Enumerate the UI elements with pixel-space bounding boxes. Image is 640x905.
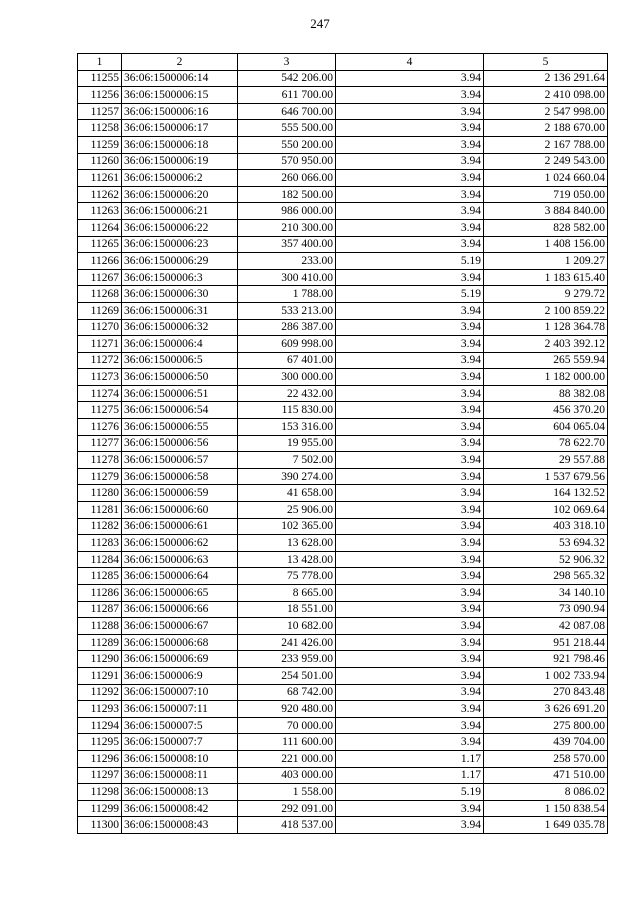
- row-number-cell: 11274: [78, 385, 122, 402]
- cadastral-number-cell: 36:06:1500006:18: [122, 136, 238, 153]
- total-cell: 2 547 998.00: [484, 103, 608, 120]
- cadastral-number-cell: 36:06:1500006:58: [122, 468, 238, 485]
- header-row: [78, 54, 608, 71]
- cadastral-number-cell: 36:06:1500006:23: [122, 236, 238, 253]
- table-row: [78, 618, 608, 635]
- row-number-cell: 11284: [78, 551, 122, 568]
- rate-cell: 3.94: [336, 684, 484, 701]
- total-cell: 471 510.00: [484, 767, 608, 784]
- row-number-cell: 11269: [78, 302, 122, 319]
- row-number-cell: 11279: [78, 468, 122, 485]
- rate-cell: 3.94: [336, 585, 484, 602]
- cadastral-number-cell: 36:06:1500006:62: [122, 535, 238, 552]
- table-row: [78, 518, 608, 535]
- row-number-cell: 11292: [78, 684, 122, 701]
- table-row: [78, 336, 608, 353]
- rate-cell: 1.17: [336, 767, 484, 784]
- cadastral-table: [77, 53, 608, 834]
- cadastral-number-cell: 36:06:1500006:59: [122, 485, 238, 502]
- row-number-cell: 11266: [78, 253, 122, 270]
- cadastral-number-cell: 36:06:1500006:5: [122, 352, 238, 369]
- rate-cell: 3.94: [336, 136, 484, 153]
- cadastral-number-cell: 36:06:1500008:11: [122, 767, 238, 784]
- row-number-cell: 11273: [78, 369, 122, 386]
- cadastral-number-cell: 36:06:1500006:15: [122, 87, 238, 104]
- cadastral-number-cell: 36:06:1500006:32: [122, 319, 238, 336]
- row-number-cell: 11267: [78, 269, 122, 286]
- row-number-cell: 11259: [78, 136, 122, 153]
- cadastral-number-cell: 36:06:1500006:67: [122, 618, 238, 635]
- rate-cell: 3.94: [336, 402, 484, 419]
- total-cell: 3 626 691.20: [484, 701, 608, 718]
- table-row: [78, 219, 608, 236]
- table-row: [78, 734, 608, 751]
- cadastral-number-cell: 36:06:1500006:4: [122, 336, 238, 353]
- rate-cell: 3.94: [336, 302, 484, 319]
- value-cell: 233.00: [238, 253, 336, 270]
- value-cell: 555 500.00: [238, 120, 336, 137]
- value-cell: 542 206.00: [238, 70, 336, 87]
- row-number-cell: 11280: [78, 485, 122, 502]
- rate-cell: 3.94: [336, 502, 484, 519]
- table-row: [78, 385, 608, 402]
- total-cell: 258 570.00: [484, 750, 608, 767]
- table-row: [78, 269, 608, 286]
- cadastral-number-cell: 36:06:1500006:50: [122, 369, 238, 386]
- value-cell: 1 558.00: [238, 784, 336, 801]
- value-cell: 1 788.00: [238, 286, 336, 303]
- value-cell: 550 200.00: [238, 136, 336, 153]
- row-number-cell: 11270: [78, 319, 122, 336]
- total-cell: 53 694.32: [484, 535, 608, 552]
- value-cell: 241 426.00: [238, 634, 336, 651]
- rate-cell: 1.17: [336, 750, 484, 767]
- value-cell: 260 066.00: [238, 170, 336, 187]
- cadastral-number-cell: 36:06:1500006:54: [122, 402, 238, 419]
- table-row: [78, 551, 608, 568]
- table-row: [78, 717, 608, 734]
- cadastral-number-cell: 36:06:1500006:20: [122, 186, 238, 203]
- value-cell: 22 432.00: [238, 385, 336, 402]
- cadastral-number-cell: 36:06:1500008:42: [122, 800, 238, 817]
- rate-cell: 3.94: [336, 186, 484, 203]
- total-cell: 2 136 291.64: [484, 70, 608, 87]
- cadastral-number-cell: 36:06:1500006:14: [122, 70, 238, 87]
- row-number-cell: 11258: [78, 120, 122, 137]
- row-number-cell: 11256: [78, 87, 122, 104]
- rate-cell: 5.19: [336, 784, 484, 801]
- cadastral-number-cell: 36:06:1500006:2: [122, 170, 238, 187]
- column-header-1: 1: [78, 54, 122, 71]
- total-cell: 1 024 660.04: [484, 170, 608, 187]
- table-row: [78, 402, 608, 419]
- total-cell: 102 069.64: [484, 502, 608, 519]
- value-cell: 13 428.00: [238, 551, 336, 568]
- total-cell: 88 382.08: [484, 385, 608, 402]
- rate-cell: 3.94: [336, 70, 484, 87]
- rate-cell: 3.94: [336, 601, 484, 618]
- value-cell: 41 658.00: [238, 485, 336, 502]
- total-cell: 403 318.10: [484, 518, 608, 535]
- cadastral-number-cell: 36:06:1500006:66: [122, 601, 238, 618]
- table-row: [78, 319, 608, 336]
- value-cell: 646 700.00: [238, 103, 336, 120]
- rate-cell: 5.19: [336, 253, 484, 270]
- table-row: [78, 170, 608, 187]
- total-cell: 164 132.52: [484, 485, 608, 502]
- table-row: [78, 120, 608, 137]
- total-cell: 3 884 840.00: [484, 203, 608, 220]
- rate-cell: 3.94: [336, 452, 484, 469]
- total-cell: 1 128 364.78: [484, 319, 608, 336]
- value-cell: 609 998.00: [238, 336, 336, 353]
- total-cell: 604 065.04: [484, 419, 608, 436]
- cadastral-number-cell: 36:06:1500006:63: [122, 551, 238, 568]
- row-number-cell: 11260: [78, 153, 122, 170]
- row-number-cell: 11282: [78, 518, 122, 535]
- rate-cell: 3.94: [336, 352, 484, 369]
- rate-cell: 3.94: [336, 203, 484, 220]
- table-row: [78, 70, 608, 87]
- table-row: [78, 485, 608, 502]
- total-cell: 275 800.00: [484, 717, 608, 734]
- total-cell: 298 565.32: [484, 568, 608, 585]
- page-number: 247: [310, 16, 330, 31]
- row-number-cell: 11288: [78, 618, 122, 635]
- table-row: [78, 767, 608, 784]
- cadastral-number-cell: 36:06:1500007:5: [122, 717, 238, 734]
- table-row: [78, 452, 608, 469]
- rate-cell: 3.94: [336, 87, 484, 104]
- table-row: [78, 136, 608, 153]
- rate-cell: 3.94: [336, 717, 484, 734]
- row-number-cell: 11286: [78, 585, 122, 602]
- value-cell: 920 480.00: [238, 701, 336, 718]
- table-row: [78, 651, 608, 668]
- rate-cell: 3.94: [336, 385, 484, 402]
- row-number-cell: 11278: [78, 452, 122, 469]
- rate-cell: 3.94: [336, 535, 484, 552]
- table-header: [78, 54, 608, 71]
- total-cell: 2 167 788.00: [484, 136, 608, 153]
- cadastral-number-cell: 36:06:1500006:60: [122, 502, 238, 519]
- value-cell: 390 274.00: [238, 468, 336, 485]
- rate-cell: 3.94: [336, 518, 484, 535]
- table-row: [78, 419, 608, 436]
- row-number-cell: 11276: [78, 419, 122, 436]
- rate-cell: 3.94: [336, 701, 484, 718]
- total-cell: 2 410 098.00: [484, 87, 608, 104]
- column-header-5: 5: [484, 54, 608, 71]
- value-cell: 254 501.00: [238, 667, 336, 684]
- row-number-cell: 11293: [78, 701, 122, 718]
- rate-cell: 3.94: [336, 568, 484, 585]
- rate-cell: 3.94: [336, 551, 484, 568]
- value-cell: 8 665.00: [238, 585, 336, 602]
- table-row: [78, 667, 608, 684]
- cadastral-number-cell: 36:06:1500006:29: [122, 253, 238, 270]
- value-cell: 233 959.00: [238, 651, 336, 668]
- table-body: [78, 70, 608, 833]
- rate-cell: 3.94: [336, 634, 484, 651]
- rate-cell: 3.94: [336, 667, 484, 684]
- value-cell: 611 700.00: [238, 87, 336, 104]
- table-row: [78, 236, 608, 253]
- cadastral-number-cell: 36:06:1500007:10: [122, 684, 238, 701]
- value-cell: 533 213.00: [238, 302, 336, 319]
- row-number-cell: 11290: [78, 651, 122, 668]
- value-cell: 418 537.00: [238, 817, 336, 834]
- row-number-cell: 11285: [78, 568, 122, 585]
- table-row: [78, 103, 608, 120]
- row-number-cell: 11295: [78, 734, 122, 751]
- table-row: [78, 568, 608, 585]
- table-row: [78, 203, 608, 220]
- row-number-cell: 11277: [78, 435, 122, 452]
- rate-cell: 3.94: [336, 468, 484, 485]
- cadastral-number-cell: 36:06:1500006:57: [122, 452, 238, 469]
- cadastral-number-cell: 36:06:1500006:16: [122, 103, 238, 120]
- value-cell: 153 316.00: [238, 419, 336, 436]
- value-cell: 357 400.00: [238, 236, 336, 253]
- total-cell: 9 279.72: [484, 286, 608, 303]
- rate-cell: 3.94: [336, 369, 484, 386]
- table-row: [78, 286, 608, 303]
- total-cell: 73 090.94: [484, 601, 608, 618]
- table-row: [78, 87, 608, 104]
- cadastral-number-cell: 36:06:1500006:22: [122, 219, 238, 236]
- cadastral-number-cell: 36:06:1500006:21: [122, 203, 238, 220]
- value-cell: 210 300.00: [238, 219, 336, 236]
- rate-cell: 3.94: [336, 485, 484, 502]
- cadastral-number-cell: 36:06:1500006:61: [122, 518, 238, 535]
- total-cell: 52 906.32: [484, 551, 608, 568]
- row-number-cell: 11264: [78, 219, 122, 236]
- rate-cell: 3.94: [336, 236, 484, 253]
- rate-cell: 3.94: [336, 734, 484, 751]
- total-cell: 8 086.02: [484, 784, 608, 801]
- table-row: [78, 585, 608, 602]
- value-cell: 182 500.00: [238, 186, 336, 203]
- total-cell: 34 140.10: [484, 585, 608, 602]
- table-row: [78, 784, 608, 801]
- total-cell: 1 408 156.00: [484, 236, 608, 253]
- total-cell: 270 843.48: [484, 684, 608, 701]
- table-row: [78, 817, 608, 834]
- cadastral-number-cell: 36:06:1500006:17: [122, 120, 238, 137]
- value-cell: 221 000.00: [238, 750, 336, 767]
- table-row: [78, 435, 608, 452]
- row-number-cell: 11257: [78, 103, 122, 120]
- cadastral-number-cell: 36:06:1500006:64: [122, 568, 238, 585]
- total-cell: 2 249 543.00: [484, 153, 608, 170]
- total-cell: 265 559.94: [484, 352, 608, 369]
- rate-cell: 3.94: [336, 336, 484, 353]
- table-row: [78, 502, 608, 519]
- cadastral-number-cell: 36:06:1500006:31: [122, 302, 238, 319]
- value-cell: 25 906.00: [238, 502, 336, 519]
- table-row: [78, 750, 608, 767]
- row-number-cell: 11300: [78, 817, 122, 834]
- column-header-4: 4: [336, 54, 484, 71]
- total-cell: 1 150 838.54: [484, 800, 608, 817]
- rate-cell: 5.19: [336, 286, 484, 303]
- value-cell: 67 401.00: [238, 352, 336, 369]
- value-cell: 111 600.00: [238, 734, 336, 751]
- column-header-3: 3: [238, 54, 336, 71]
- cadastral-number-cell: 36:06:1500008:10: [122, 750, 238, 767]
- total-cell: 42 087.08: [484, 618, 608, 635]
- row-number-cell: 11262: [78, 186, 122, 203]
- table-row: [78, 701, 608, 718]
- total-cell: 456 370.20: [484, 402, 608, 419]
- rate-cell: 3.94: [336, 103, 484, 120]
- column-header-2: 2: [122, 54, 238, 71]
- value-cell: 75 778.00: [238, 568, 336, 585]
- value-cell: 986 000.00: [238, 203, 336, 220]
- table-row: [78, 684, 608, 701]
- rate-cell: 3.94: [336, 817, 484, 834]
- row-number-cell: 11298: [78, 784, 122, 801]
- rate-cell: 3.94: [336, 618, 484, 635]
- row-number-cell: 11299: [78, 800, 122, 817]
- total-cell: 1 002 733.94: [484, 667, 608, 684]
- total-cell: 2 100 859.22: [484, 302, 608, 319]
- total-cell: 29 557.88: [484, 452, 608, 469]
- total-cell: 1 537 679.56: [484, 468, 608, 485]
- rate-cell: 3.94: [336, 219, 484, 236]
- cadastral-number-cell: 36:06:1500006:9: [122, 667, 238, 684]
- row-number-cell: 11289: [78, 634, 122, 651]
- row-number-cell: 11271: [78, 336, 122, 353]
- value-cell: 300 000.00: [238, 369, 336, 386]
- value-cell: 7 502.00: [238, 452, 336, 469]
- cadastral-number-cell: 36:06:1500006:30: [122, 286, 238, 303]
- value-cell: 10 682.00: [238, 618, 336, 635]
- total-cell: 1 183 615.40: [484, 269, 608, 286]
- row-number-cell: 11261: [78, 170, 122, 187]
- value-cell: 115 830.00: [238, 402, 336, 419]
- table-row: [78, 468, 608, 485]
- value-cell: 300 410.00: [238, 269, 336, 286]
- total-cell: 439 704.00: [484, 734, 608, 751]
- rate-cell: 3.94: [336, 269, 484, 286]
- table-row: [78, 634, 608, 651]
- cadastral-number-cell: 36:06:1500008:43: [122, 817, 238, 834]
- value-cell: 570 950.00: [238, 153, 336, 170]
- value-cell: 102 365.00: [238, 518, 336, 535]
- cadastral-number-cell: 36:06:1500008:13: [122, 784, 238, 801]
- table-row: [78, 601, 608, 618]
- rate-cell: 3.94: [336, 319, 484, 336]
- table-row: [78, 153, 608, 170]
- total-cell: 828 582.00: [484, 219, 608, 236]
- rate-cell: 3.94: [336, 419, 484, 436]
- row-number-cell: 11272: [78, 352, 122, 369]
- value-cell: 292 091.00: [238, 800, 336, 817]
- value-cell: 68 742.00: [238, 684, 336, 701]
- rate-cell: 3.94: [336, 651, 484, 668]
- value-cell: 19 955.00: [238, 435, 336, 452]
- total-cell: 2 188 670.00: [484, 120, 608, 137]
- value-cell: 70 000.00: [238, 717, 336, 734]
- cadastral-number-cell: 36:06:1500006:68: [122, 634, 238, 651]
- cadastral-number-cell: 36:06:1500006:3: [122, 269, 238, 286]
- rate-cell: 3.94: [336, 153, 484, 170]
- total-cell: 1 182 000.00: [484, 369, 608, 386]
- row-number-cell: 11263: [78, 203, 122, 220]
- rate-cell: 3.94: [336, 120, 484, 137]
- total-cell: 921 798.46: [484, 651, 608, 668]
- row-number-cell: 11268: [78, 286, 122, 303]
- row-number-cell: 11294: [78, 717, 122, 734]
- value-cell: 18 551.00: [238, 601, 336, 618]
- cadastral-number-cell: 36:06:1500006:65: [122, 585, 238, 602]
- total-cell: 78 622.70: [484, 435, 608, 452]
- row-number-cell: 11296: [78, 750, 122, 767]
- table-row: [78, 302, 608, 319]
- row-number-cell: 11265: [78, 236, 122, 253]
- cadastral-number-cell: 36:06:1500006:51: [122, 385, 238, 402]
- row-number-cell: 11297: [78, 767, 122, 784]
- row-number-cell: 11275: [78, 402, 122, 419]
- rate-cell: 3.94: [336, 800, 484, 817]
- row-number-cell: 11281: [78, 502, 122, 519]
- cadastral-number-cell: 36:06:1500007:7: [122, 734, 238, 751]
- value-cell: 403 000.00: [238, 767, 336, 784]
- table-row: [78, 800, 608, 817]
- table-row: [78, 186, 608, 203]
- total-cell: 719 050.00: [484, 186, 608, 203]
- rate-cell: 3.94: [336, 170, 484, 187]
- table-row: [78, 369, 608, 386]
- table-row: [78, 253, 608, 270]
- value-cell: 13 628.00: [238, 535, 336, 552]
- rate-cell: 3.94: [336, 435, 484, 452]
- row-number-cell: 11291: [78, 667, 122, 684]
- row-number-cell: 11283: [78, 535, 122, 552]
- table-row: [78, 535, 608, 552]
- total-cell: 951 218.44: [484, 634, 608, 651]
- cadastral-number-cell: 36:06:1500006:55: [122, 419, 238, 436]
- cadastral-number-cell: 36:06:1500006:19: [122, 153, 238, 170]
- cadastral-number-cell: 36:06:1500007:11: [122, 701, 238, 718]
- table-row: [78, 352, 608, 369]
- total-cell: 1 209.27: [484, 253, 608, 270]
- row-number-cell: 11287: [78, 601, 122, 618]
- cadastral-number-cell: 36:06:1500006:69: [122, 651, 238, 668]
- cadastral-number-cell: 36:06:1500006:56: [122, 435, 238, 452]
- value-cell: 286 387.00: [238, 319, 336, 336]
- total-cell: 2 403 392.12: [484, 336, 608, 353]
- total-cell: 1 649 035.78: [484, 817, 608, 834]
- row-number-cell: 11255: [78, 70, 122, 87]
